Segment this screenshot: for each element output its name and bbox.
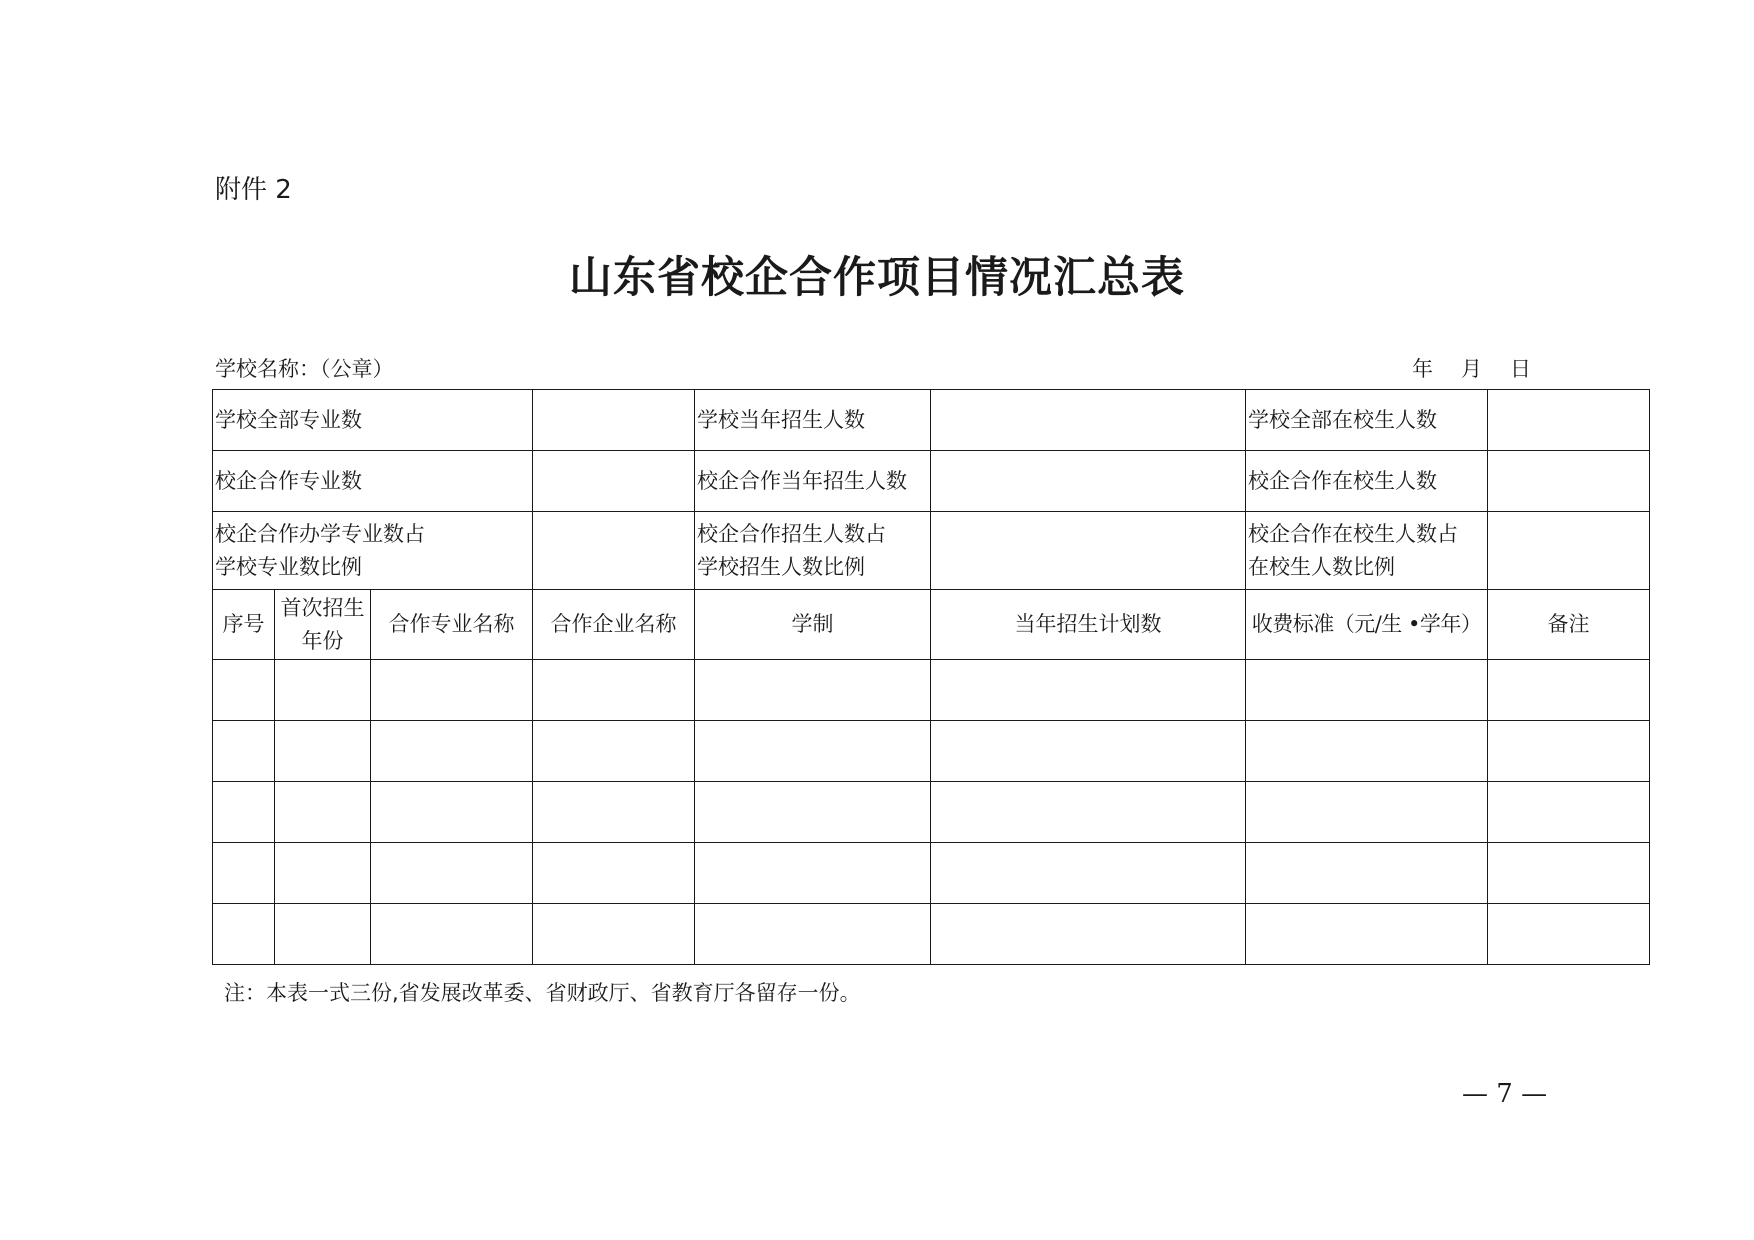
table-cell[interactable] xyxy=(533,782,695,843)
table-cell[interactable] xyxy=(533,660,695,721)
table-row xyxy=(213,721,1650,782)
date-line xyxy=(1412,354,1531,384)
label-annual-enrollment: 学校当年招生人数 xyxy=(695,390,931,451)
table-cell[interactable] xyxy=(1246,660,1488,721)
table-row xyxy=(213,660,1650,721)
table-cell[interactable] xyxy=(1488,721,1650,782)
table-cell[interactable] xyxy=(695,721,931,782)
table-cell[interactable] xyxy=(931,782,1246,843)
header-school-system: 学制 xyxy=(695,590,931,660)
value-total-majors[interactable] xyxy=(533,390,695,451)
label-coop-students: 校企合作在校生人数 xyxy=(1246,451,1488,512)
summary-row-totals xyxy=(213,390,1650,451)
table-cell[interactable] xyxy=(275,904,371,965)
table-cell[interactable] xyxy=(275,843,371,904)
table-cell[interactable] xyxy=(371,660,533,721)
table-cell[interactable] xyxy=(275,721,371,782)
date-day-label: 日 xyxy=(1510,357,1531,381)
table-cell[interactable] xyxy=(1488,843,1650,904)
table-cell[interactable] xyxy=(931,904,1246,965)
table-cell[interactable] xyxy=(213,721,275,782)
table-cell[interactable] xyxy=(931,721,1246,782)
table-cell[interactable] xyxy=(1246,782,1488,843)
table-cell[interactable] xyxy=(533,721,695,782)
table-cell[interactable] xyxy=(213,843,275,904)
header-remark: 备注 xyxy=(1488,590,1650,660)
school-name-line: 学校名称：（公章） xyxy=(215,357,394,381)
attachment-label: 附件 2 xyxy=(215,175,292,205)
table-cell[interactable] xyxy=(371,721,533,782)
summary-row-ratios xyxy=(213,512,1650,590)
table-row xyxy=(213,782,1650,843)
table-cell[interactable] xyxy=(695,904,931,965)
value-coop-majors[interactable] xyxy=(533,451,695,512)
table-header-row xyxy=(213,590,1650,660)
value-enrollment-ratio[interactable] xyxy=(931,512,1246,590)
table-cell[interactable] xyxy=(1246,843,1488,904)
value-majors-ratio[interactable] xyxy=(533,512,695,590)
header-enrollment-plan: 当年招生计划数 xyxy=(931,590,1246,660)
table-cell[interactable] xyxy=(275,782,371,843)
table-cell[interactable] xyxy=(1488,782,1650,843)
table-row xyxy=(213,904,1650,965)
label-coop-majors: 校企合作专业数 xyxy=(213,451,533,512)
summary-table xyxy=(212,389,1650,965)
table-cell[interactable] xyxy=(213,904,275,965)
table-cell[interactable] xyxy=(213,782,275,843)
label-enrollment-ratio: 校企合作招生人数占 学校招生人数比例 xyxy=(695,512,931,590)
table-cell[interactable] xyxy=(371,782,533,843)
table-cell[interactable] xyxy=(695,660,931,721)
date-year-label: 年 xyxy=(1412,357,1433,381)
table-cell[interactable] xyxy=(1488,660,1650,721)
table-row xyxy=(213,843,1650,904)
value-total-students[interactable] xyxy=(1488,390,1650,451)
label-total-students: 学校全部在校生人数 xyxy=(1246,390,1488,451)
table-cell[interactable] xyxy=(213,660,275,721)
value-students-ratio[interactable] xyxy=(1488,512,1650,590)
table-cell[interactable] xyxy=(931,843,1246,904)
header-seq: 序号 xyxy=(213,590,275,660)
header-enterprise-name: 合作企业名称 xyxy=(533,590,695,660)
table-cell[interactable] xyxy=(371,904,533,965)
table-cell[interactable] xyxy=(1246,721,1488,782)
page-number: — 7 — xyxy=(1462,1079,1548,1109)
table-cell[interactable] xyxy=(533,843,695,904)
label-total-majors: 学校全部专业数 xyxy=(213,390,533,451)
value-coop-annual-enrollment[interactable] xyxy=(931,451,1246,512)
table-cell[interactable] xyxy=(1246,904,1488,965)
table-cell[interactable] xyxy=(931,660,1246,721)
label-majors-ratio: 校企合作办学专业数占 学校专业数比例 xyxy=(213,512,533,590)
value-coop-students[interactable] xyxy=(1488,451,1650,512)
document-title: 山东省校企合作项目情况汇总表 xyxy=(569,253,1185,303)
table-cell[interactable] xyxy=(695,843,931,904)
table-cell[interactable] xyxy=(275,660,371,721)
table-cell[interactable] xyxy=(371,843,533,904)
label-students-ratio: 校企合作在校生人数占 在校生人数比例 xyxy=(1246,512,1488,590)
table-cell[interactable] xyxy=(533,904,695,965)
summary-row-cooperation xyxy=(213,451,1650,512)
footnote: 注：本表一式三份,省发展改革委、省财政厅、省教育厅各留存一份。 xyxy=(224,981,861,1005)
header-fee-standard: 收费标准（元/生 •学年） xyxy=(1246,590,1488,660)
table-cell[interactable] xyxy=(695,782,931,843)
header-major-name: 合作专业名称 xyxy=(371,590,533,660)
table-cell[interactable] xyxy=(1488,904,1650,965)
date-month-label: 月 xyxy=(1461,357,1482,381)
value-annual-enrollment[interactable] xyxy=(931,390,1246,451)
label-coop-annual-enrollment: 校企合作当年招生人数 xyxy=(695,451,931,512)
header-first-enrollment-year: 首次招生 年份 xyxy=(275,590,371,660)
